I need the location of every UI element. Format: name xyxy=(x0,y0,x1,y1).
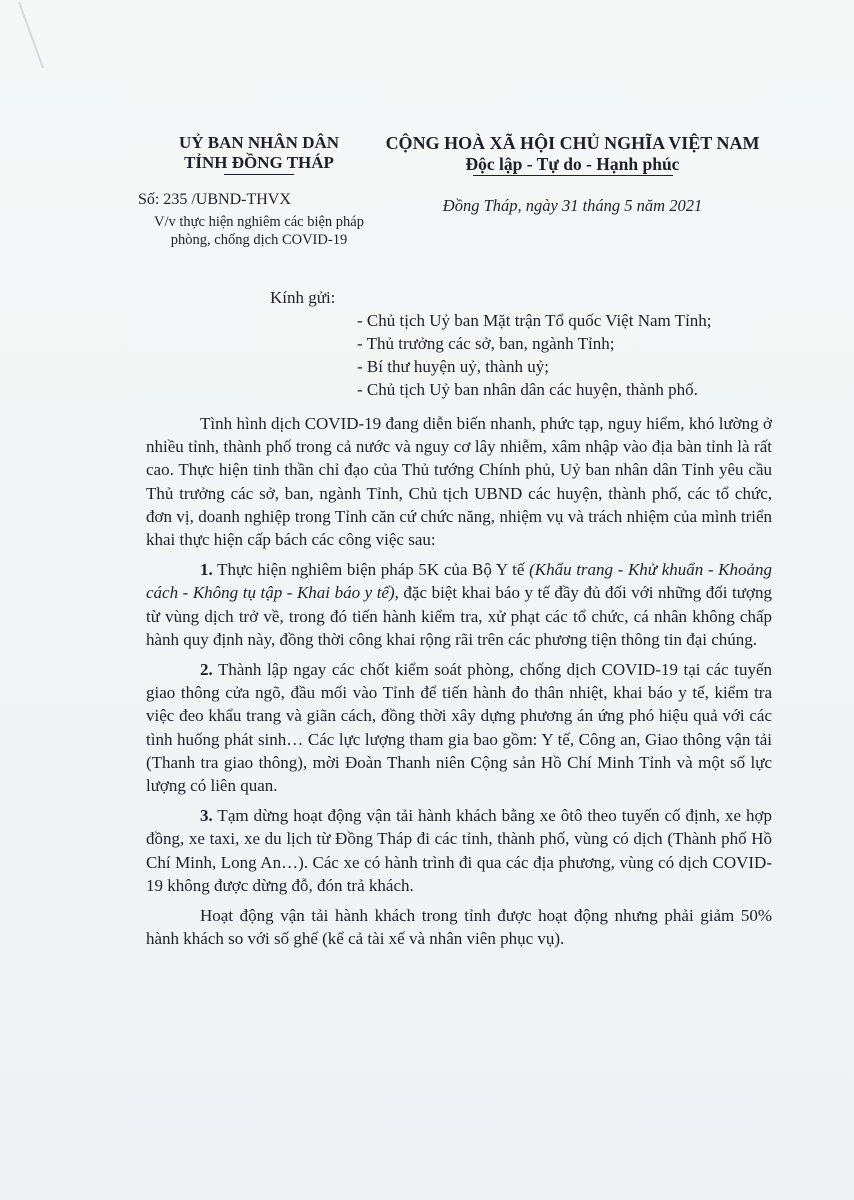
subject-line-1: V/v thực hiện nghiêm các biện pháp xyxy=(154,214,364,230)
recipient-item: - Thủ trưởng các sở, ban, ngành Tỉnh; xyxy=(357,334,615,353)
item-2-paragraph xyxy=(146,658,772,797)
item-2-number: 2. xyxy=(200,660,213,680)
recipient-item: - Chủ tịch Uỷ ban Mặt trận Tổ quốc Việt Nam Tỉnh; xyxy=(357,311,712,330)
subject-line-2: phòng, chống dịch COVID-19 xyxy=(170,232,348,248)
place-and-date: Đồng Tháp, ngày 31 tháng 5 năm 2021 xyxy=(442,196,703,215)
item-1-number: 1. xyxy=(200,560,213,580)
intro-paragraph: Tình hình dịch COVID-19 đang diễn biến nhanh, phức tạp, nguy hiểm, khó lường ở nhiều tỉnh, thành phố trong cả nước và nguy cơ lây nhiễm, xâm nhập vào địa bàn tỉnh là rất cao. Thực hiện tinh thần chỉ đạo của Thủ tướng Chính phủ, Uỷ ban nhân dân Tỉnh yêu cầu Thủ trưởng các sở, ban, ngành Tỉnh, Chủ tịch UBND các huyện, thành phố, các tổ chức, đơn vị, doanh nghiệp trong Tỉnh căn cứ chức năng, nhiệm vụ và trách nhiệm của mình triển khai thực hiện cấp bách các công việc sau: xyxy=(146,414,772,550)
nation-title: CỘNG HOÀ XÃ HỘI CHỦ NGHĨA VIỆT NAM xyxy=(385,133,760,153)
item-2-text: Thành lập ngay các chốt kiểm soát phòng, chống dịch COVID-19 tại các tuyến giao thông cửa ngõ, đầu mối vào Tỉnh để tiến hành đo thân nhiệt, khai báo y tế, kiểm tra việc đeo khẩu trang và giãn cách, đồng thời xây dựng phương án ứng phó hiệu quả với các tình huống phát sinh… Các lực lượng tham gia bao gồm: Y tế, Công an, Giao thông vận tải (Thanh tra giao thông), mời Đoàn Thanh niên Cộng sản Hồ Chí Minh Tỉnh và một số lực lượng có liên quan. xyxy=(146,660,772,796)
recipient-item: - Chủ tịch Uỷ ban nhân dân các huyện, thành phố. xyxy=(357,380,698,399)
item-3-text: Tạm dừng hoạt động vận tải hành khách bằng xe ôtô theo tuyến cố định, xe hợp đồng, xe taxi, xe du lịch từ Đồng Tháp đi các tỉnh, thành phố, vùng có dịch (Thành phố Hồ Chí Minh, Long An…). Các xe có hành trình đi qua các địa phương, vùng có dịch COVID-19 không được dừng đỗ, đón trả khách. xyxy=(146,806,772,895)
document-number: Số: 235 /UBND-THVX xyxy=(138,191,291,208)
paper-fold-mark xyxy=(18,2,44,68)
item-1-text-start: Thực hiện nghiêm biện pháp 5K của Bộ Y tế xyxy=(212,560,530,580)
issuing-agency-block xyxy=(130,133,388,249)
document-body xyxy=(146,412,772,950)
item-1-paragraph xyxy=(146,558,772,651)
recipients-label: Kính gửi: xyxy=(270,288,336,307)
item-3-paragraph xyxy=(146,804,772,897)
item-1-text-end: , đặc biệt khai báo y tế đầy đủ đối với những đối tượng từ vùng dịch trở về, trong đó tiến hành kiểm tra, xử phạt các tổ chức, cá nhân không chấp hành quy định này, đồng thời công khai rộng rãi trên các phương tiện thông tin đại chúng. xyxy=(146,583,772,649)
agency-line-2: TỈNH ĐỒNG THÁP xyxy=(184,153,334,172)
recipient-item: - Bí thư huyện uỷ, thành uỷ; xyxy=(357,357,549,376)
motto-underline xyxy=(473,175,673,176)
document-subject xyxy=(130,213,388,249)
national-motto: Độc lập - Tự do - Hạnh phúc xyxy=(465,154,680,174)
item-3-number: 3. xyxy=(200,806,213,826)
agency-name xyxy=(130,133,388,175)
agency-line-1: UỶ BAN NHÂN DÂN xyxy=(178,133,340,152)
national-header-block xyxy=(385,133,760,216)
recipients-block xyxy=(270,286,712,401)
closing-paragraph: Hoạt động vận tải hành khách trong tỉnh được hoạt động nhưng phải giảm 50% hành khách so với số ghế (kể cả tài xế và nhân viên phục vụ). xyxy=(146,906,772,949)
recipient-list xyxy=(270,309,712,401)
item-1-italic-text: (Khẩu trang - Khử khuẩn - Khoảng cách - Không tụ tập - Khai báo y tế) xyxy=(146,560,773,603)
agency-underline xyxy=(224,174,294,175)
